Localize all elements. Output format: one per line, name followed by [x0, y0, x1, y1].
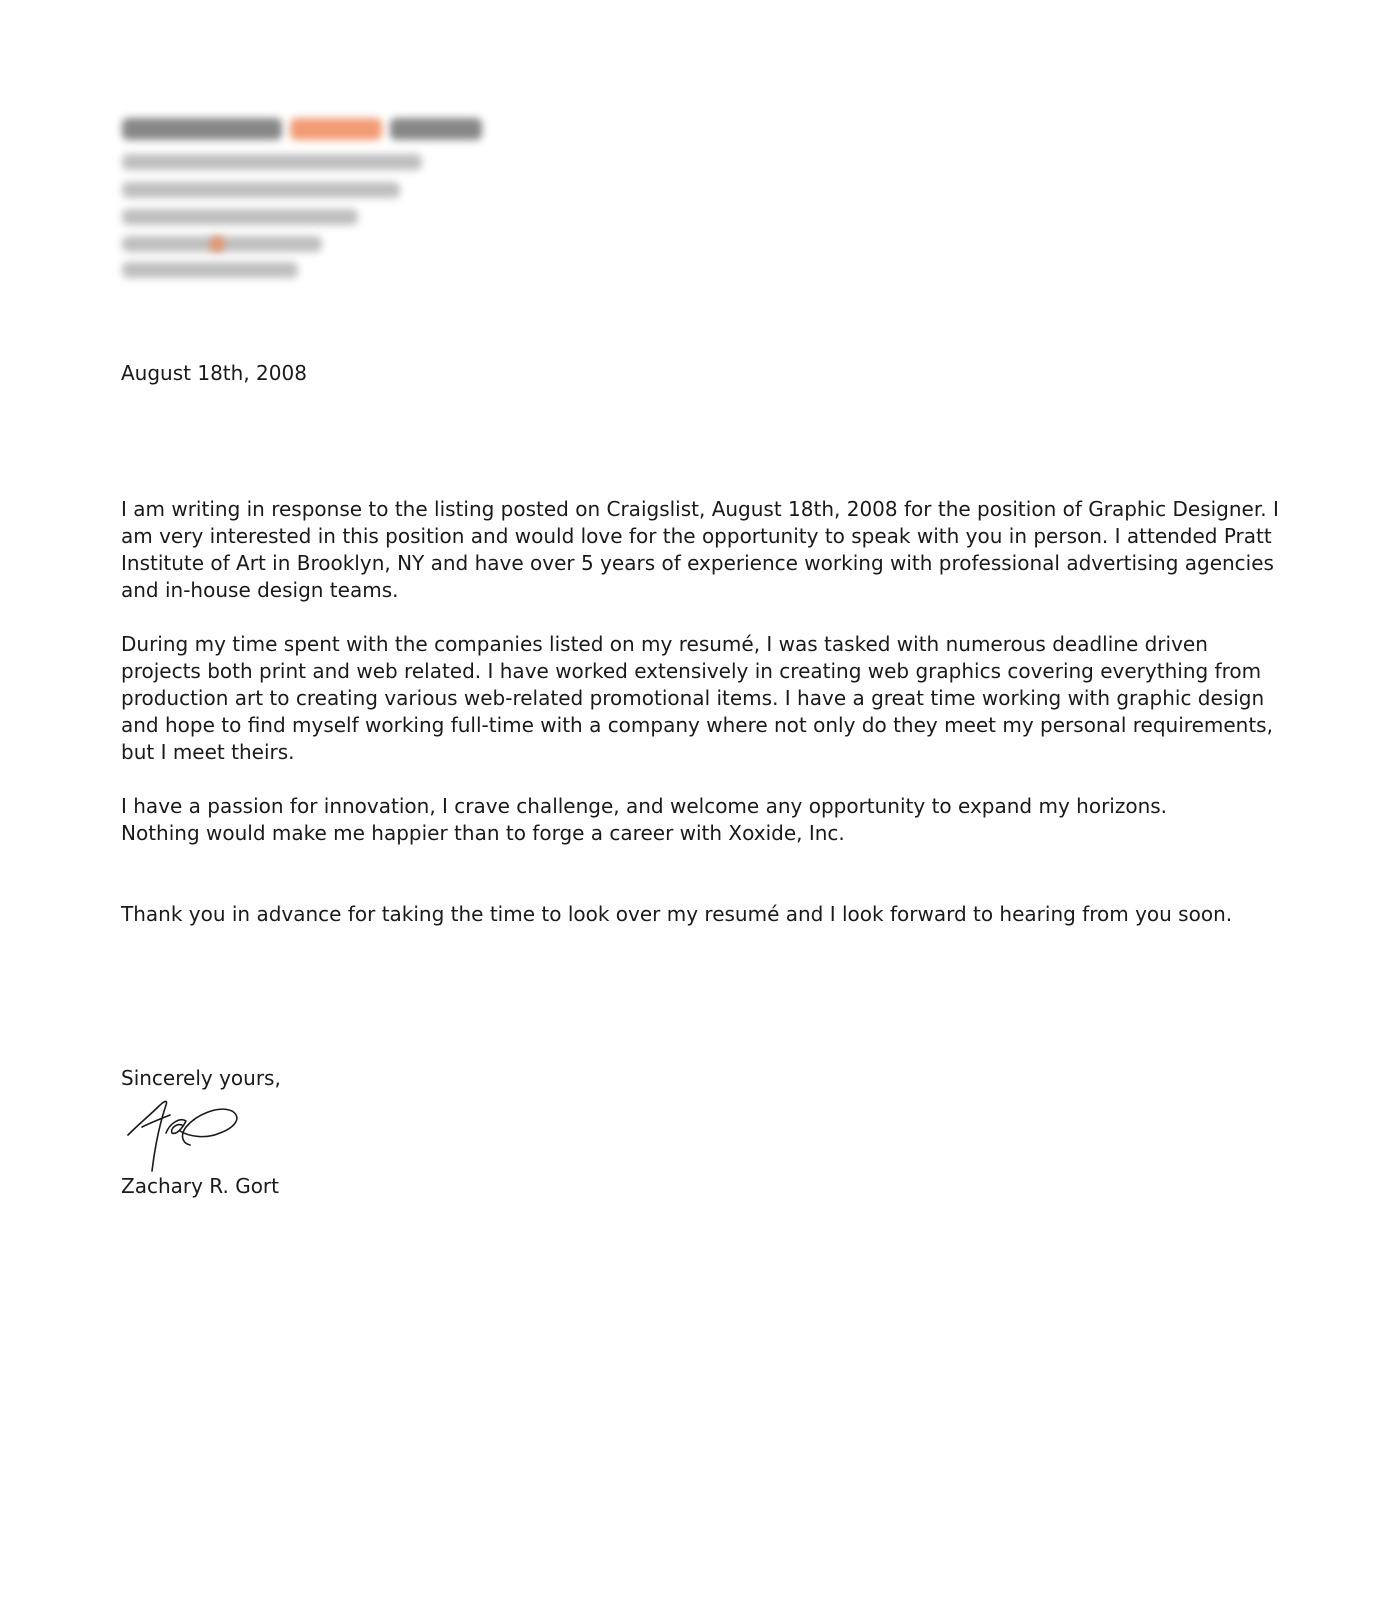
letter-body [121, 496, 1281, 955]
letterhead-name-blur [390, 118, 482, 140]
letter-date: August 18th, 2008 [121, 361, 307, 385]
letterhead-line-blur [122, 262, 298, 278]
paragraph: I am writing in response to the listing posted on Craigslist, August 18th, 2008 for the position of Graphic Designer. I am very interested in this position and would love for the opportunity to speak with you in person. I attended Pratt Institute of Art in Brooklyn, NY and have over 5 years of experience working with professional advertising agencies and in-house design teams. [121, 497, 1279, 602]
paragraph: Nothing would make me happier than to forge a career with Xoxide, Inc. [121, 821, 845, 845]
paragraph: I have a passion for innovation, I crave challenge, and welcome any opportunity to expand my horizons. [121, 794, 1168, 818]
letterhead-accent-blur [210, 236, 224, 252]
paragraph: Thank you in advance for taking the time to look over my resumé and I look forward to hearing from you soon. [121, 902, 1233, 926]
letterhead-line-blur [122, 154, 422, 170]
signature-image [120, 1093, 250, 1175]
letterhead-name-blur [122, 118, 282, 140]
letterhead-line-blur [122, 209, 358, 225]
letterhead-redacted [122, 112, 542, 292]
signer-name: Zachary R. Gort [121, 1174, 279, 1198]
letterhead-line-blur [122, 182, 400, 198]
closing-line: Sincerely yours, [121, 1066, 281, 1090]
paragraph: During my time spent with the companies listed on my resumé, I was tasked with numerous deadline driven projects both print and web related. I have worked extensively in creating web graphics covering everything from production art to creating various web-related promotional items. I have a great time working with graphic design and hope to find myself working full-time with a company where not only do they meet my personal requirements, but I meet theirs. [121, 632, 1273, 764]
letterhead-name-accent-blur [290, 118, 382, 140]
